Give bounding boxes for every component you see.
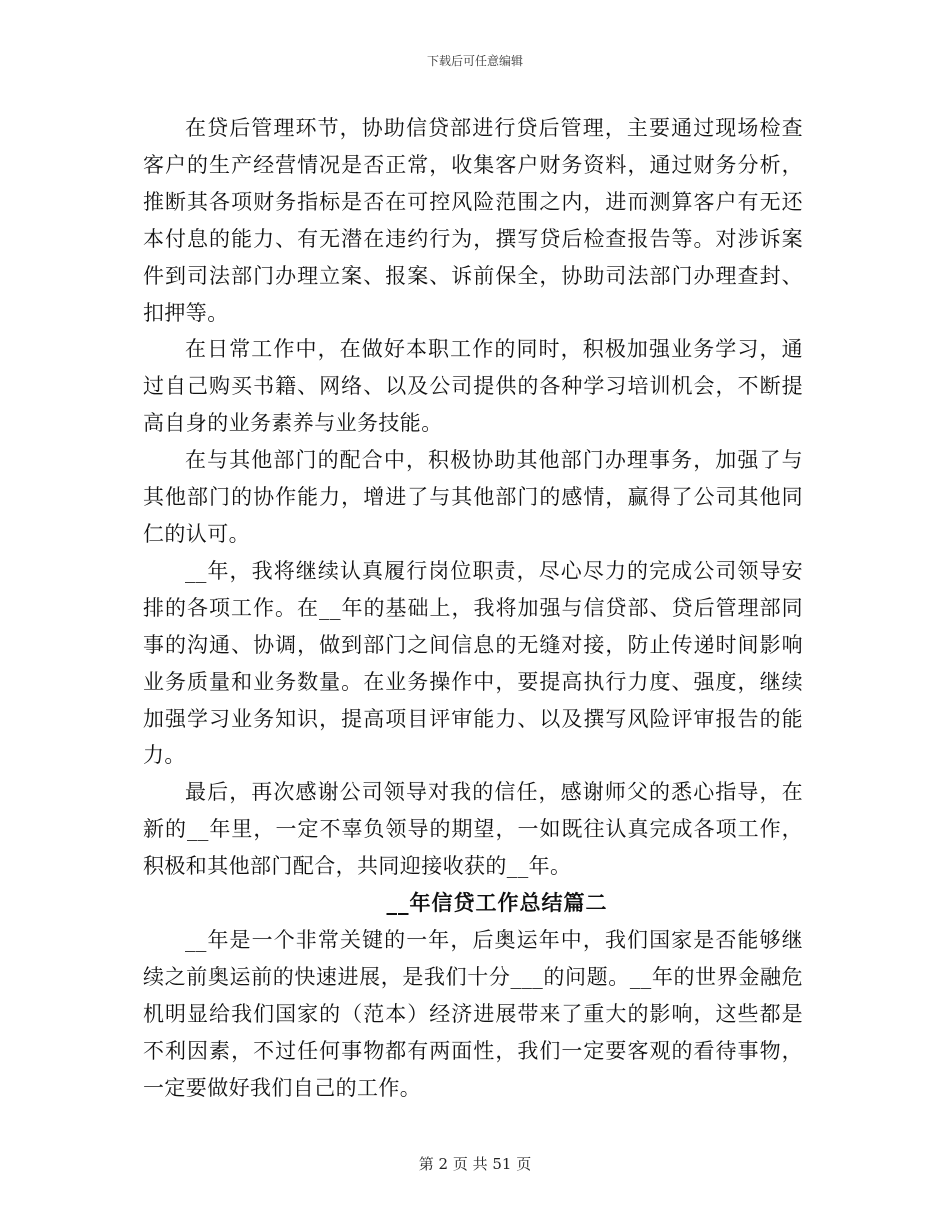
paragraph-closing-thanks: 最后，再次感谢公司领导对我的信任，感谢师父的悉心指导，在新的__年里，一定不辜负领导的期望，一如既往认真完成各项工作，积极和其他部门配合，共同迎接收获的__年。 [143,780,803,879]
paragraph-post-loan-management: 在贷后管理环节，协助信贷部进行贷后管理，主要通过现场检查客户的生产经营情况是否正常，收集客户财务资料，通过财务分析，推断其各项财务指标是否在可控风险范围之内，进而测算客户有无还本付息的能力、有无潜在违约行为，撰写贷后检查报告等。对涉诉案件到司法部门办理立案、报案、诉前保全，协助司法部门办理查封、扣押等。 [143,116,803,325]
paragraph-section-two-intro: __年是一个非常关键的一年，后奥运年中，我们国家是否能够继续之前奥运前的快速进展，是我们十分___的问题。__年的世界金融危机明显给我们国家的（范本）经济进展带来了重大的影响，这些都是不利因素，不过任何事物都有两面性，我们一定要客观的看待事物，一定要做好我们自己的工作。 [143,927,803,1100]
page-header: 下载后可任意编辑 [426,54,523,68]
paragraph-department-cooperation: 在与其他部门的配合中，积极协助其他部门办理事务，加强了与其他部门的协作能力，增进了与其他部门的感情，赢得了公司其他同仁的认可。 [143,448,803,546]
paragraph-next-year-plan: __年，我将继续认真履行岗位职责，尽心尽力的完成公司领导安排的各项工作。在__年的基础上，我将加强与信贷部、贷后管理部同事的沟通、协调，做到部门之间信息的无缝对接，防止传递时间影响业务质量和业务数量。在业务操作中，要提高执行力度、强度，继续加强学习业务知识，提高项目评审能力、以及撰写风险评审报告的能力。 [143,558,803,768]
document-body [143,110,803,1106]
page-number: 第 2 页 共 51 页 [418,1155,532,1173]
section-title: __年信贷工作总结篇二 [386,890,608,916]
paragraph-daily-work: 在日常工作中，在做好本职工作的同时，积极加强业务学习，通过自己购买书籍、网络、以及公司提供的各种学习培训机会，不断提高自身的业务素养与业务技能。 [143,337,803,436]
